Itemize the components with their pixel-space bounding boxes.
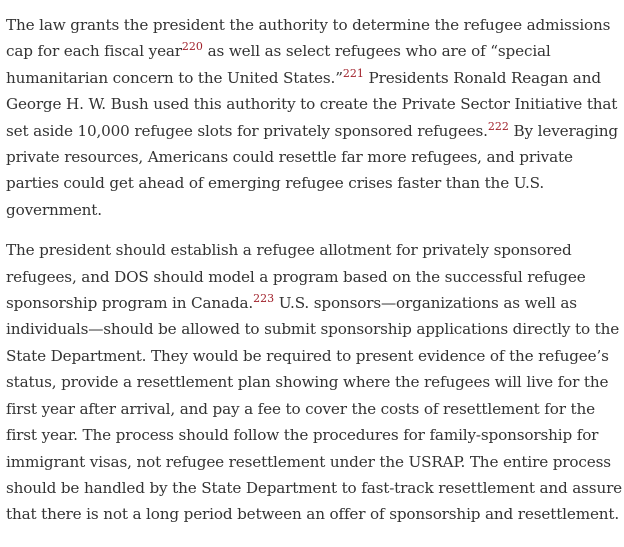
paragraph (6, 237, 623, 527)
text-line (6, 170, 612, 196)
text-line (6, 449, 612, 475)
text-line (6, 290, 612, 316)
text-line (6, 343, 612, 369)
text-line (6, 422, 612, 448)
paragraph (6, 12, 618, 223)
text-run: U.S. sponsors—organizations as well as (274, 294, 577, 313)
footnote-link[interactable]: 221 (342, 66, 364, 80)
text-run: sponsorship program in Canada. (6, 294, 254, 313)
article-body (6, 12, 623, 542)
text-line (6, 316, 620, 342)
text-run: set aside 10,000 refugee slots for privately sponsored refugees. (6, 121, 488, 140)
text-line (6, 118, 618, 144)
text-line (6, 501, 620, 527)
footnote-link[interactable]: 222 (487, 119, 509, 133)
text-run: cap for each fiscal year (6, 42, 182, 61)
text-run: first year after arrival, and pay a fee to cover the costs of resettlement for the (6, 399, 595, 418)
text-line (6, 91, 618, 117)
text-line (6, 197, 612, 223)
text-run: private resources, Americans could resettle far more refugees, and private (6, 148, 573, 167)
text-run: State Department. They would be required to present evidence of the refugee’s (6, 346, 609, 365)
text-run: immigrant visas, not refugee resettlement under the USRAP. The entire process (6, 452, 611, 471)
footnote-link[interactable]: 223 (253, 292, 275, 306)
text-run: By leveraging (508, 121, 618, 140)
text-line (6, 396, 612, 422)
text-line (6, 264, 612, 290)
text-run: should be handled by the State Department to fast-track resettlement and assure (6, 478, 623, 497)
text-run: government. (6, 200, 102, 219)
text-run: individuals—should be allowed to submit sponsorship applications directly to the (6, 320, 620, 339)
text-line (6, 369, 612, 395)
text-run: The law grants the president the authority to determine the refugee admissions (6, 16, 611, 34)
footnote-link[interactable]: 220 (181, 40, 203, 54)
text-run: parties could get ahead of emerging refugee crises faster than the U.S. (6, 174, 545, 193)
text-line (6, 237, 612, 263)
text-line (6, 38, 612, 64)
text-line (6, 65, 612, 91)
text-run: Presidents Ronald Reagan and (363, 68, 601, 87)
text-run: status, provide a resettlement plan showing where the refugees will live for the (6, 373, 609, 392)
text-line (6, 475, 623, 501)
text-line (6, 144, 612, 170)
text-run: first year. The process should follow the procedures for family-sponsorship for (6, 426, 599, 445)
text-run: that there is not a long period between an offer of sponsorship and resettlement. (6, 505, 620, 524)
text-run: George H. W. Bush used this authority to create the Private Sector Initiative that (6, 95, 618, 114)
text-run: humanitarian concern to the United States.” (6, 68, 343, 87)
text-run: as well as select refugees who are of “special (202, 42, 551, 61)
text-run: refugees, and DOS should model a program based on the successful refugee (6, 267, 586, 286)
text-line (6, 12, 612, 38)
text-run: The president should establish a refugee allotment for privately sponsored (6, 241, 572, 260)
